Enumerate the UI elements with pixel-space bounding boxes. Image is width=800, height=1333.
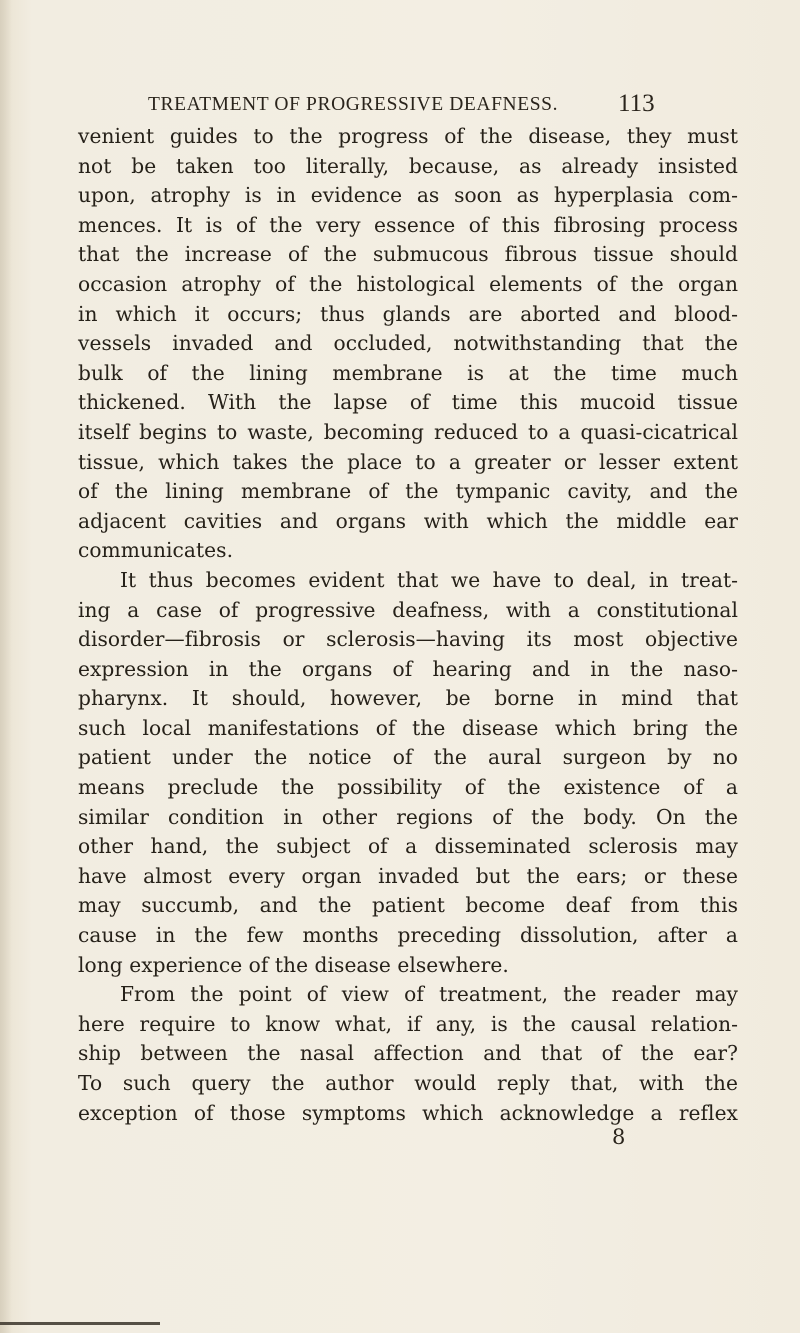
text-line: means preclude the possibility of the existence of a bbox=[78, 775, 738, 800]
paragraph-end-line: long experience of the disease elsewhere. bbox=[78, 952, 509, 977]
text-line: upon, atrophy is in evidence as soon as hyperplasia com- bbox=[78, 183, 738, 208]
text-line: ship between the nasal affection and that of the ear? bbox=[78, 1041, 738, 1066]
text-line: in which it occurs; thus glands are aborted and blood- bbox=[78, 301, 738, 326]
page-number: 113 bbox=[618, 90, 655, 117]
page-gutter-shadow bbox=[0, 0, 12, 1333]
paragraph-end-line: communicates. bbox=[78, 538, 234, 563]
bottom-edge-rule bbox=[0, 1322, 160, 1325]
text-line: may succumb, and the patient become deaf from this bbox=[78, 893, 738, 918]
text-line: have almost every organ invaded but the ears; or these bbox=[78, 863, 738, 888]
text-line: other hand, the subject of a disseminated sclerosis may bbox=[78, 834, 738, 859]
text-line: venient guides to the progress of the disease, they must bbox=[78, 124, 738, 148]
text-line: exception of those symptoms which acknowledge a reflex bbox=[78, 1100, 738, 1125]
text-line: thickened. With the lapse of time this mucoid tissue bbox=[78, 390, 738, 415]
signature-mark: 8 bbox=[612, 1125, 626, 1149]
text-line: not be taken too literally, because, as already insisted bbox=[78, 153, 738, 178]
running-title: TREATMENT OF PROGRESSIVE DEAFNESS. bbox=[148, 94, 559, 115]
text-line: cause in the few months preceding dissolution, after a bbox=[78, 923, 738, 948]
body-text bbox=[78, 122, 738, 1128]
text-line: bulk of the lining membrane is at the time much bbox=[78, 360, 738, 385]
text-line: To such query the author would reply that, with the bbox=[78, 1071, 738, 1095]
text-line: similar condition in other regions of the body. On the bbox=[78, 804, 738, 829]
text-line: here require to know what, if any, is the causal relation- bbox=[78, 1011, 738, 1036]
paragraph-start-line: From the point of view of treatment, the reader may bbox=[120, 982, 738, 1007]
text-line: disorder—fibrosis or sclerosis—having its most objective bbox=[78, 627, 738, 652]
text-line: occasion atrophy of the histological elements of the organ bbox=[78, 271, 738, 296]
running-head bbox=[0, 90, 800, 120]
paragraph-start-line: It thus becomes evident that we have to deal, in treat- bbox=[120, 567, 738, 592]
text-line: pharynx. It should, however, be borne in mind that bbox=[78, 686, 738, 711]
text-line: mences. It is of the very essence of this fibrosing process bbox=[78, 212, 738, 237]
text-line: of the lining membrane of the tympanic cavity, and the bbox=[78, 479, 738, 504]
text-line: vessels invaded and occluded, notwithstanding that the bbox=[78, 331, 738, 356]
text-line: expression in the organs of hearing and in the naso- bbox=[78, 656, 738, 681]
text-line: patient under the notice of the aural surgeon by no bbox=[78, 745, 738, 770]
text-line: adjacent cavities and organs with which the middle ear bbox=[78, 508, 738, 533]
text-line: tissue, which takes the place to a greater or lesser extent bbox=[78, 449, 738, 474]
text-line: that the increase of the submucous fibrous tissue should bbox=[78, 242, 738, 267]
text-line: ing a case of progressive deafness, with a constitutional bbox=[78, 597, 738, 622]
text-line: itself begins to waste, becoming reduced to a quasi-cicatrical bbox=[78, 419, 738, 444]
text-line: such local manifestations of the disease which bring the bbox=[78, 715, 738, 740]
